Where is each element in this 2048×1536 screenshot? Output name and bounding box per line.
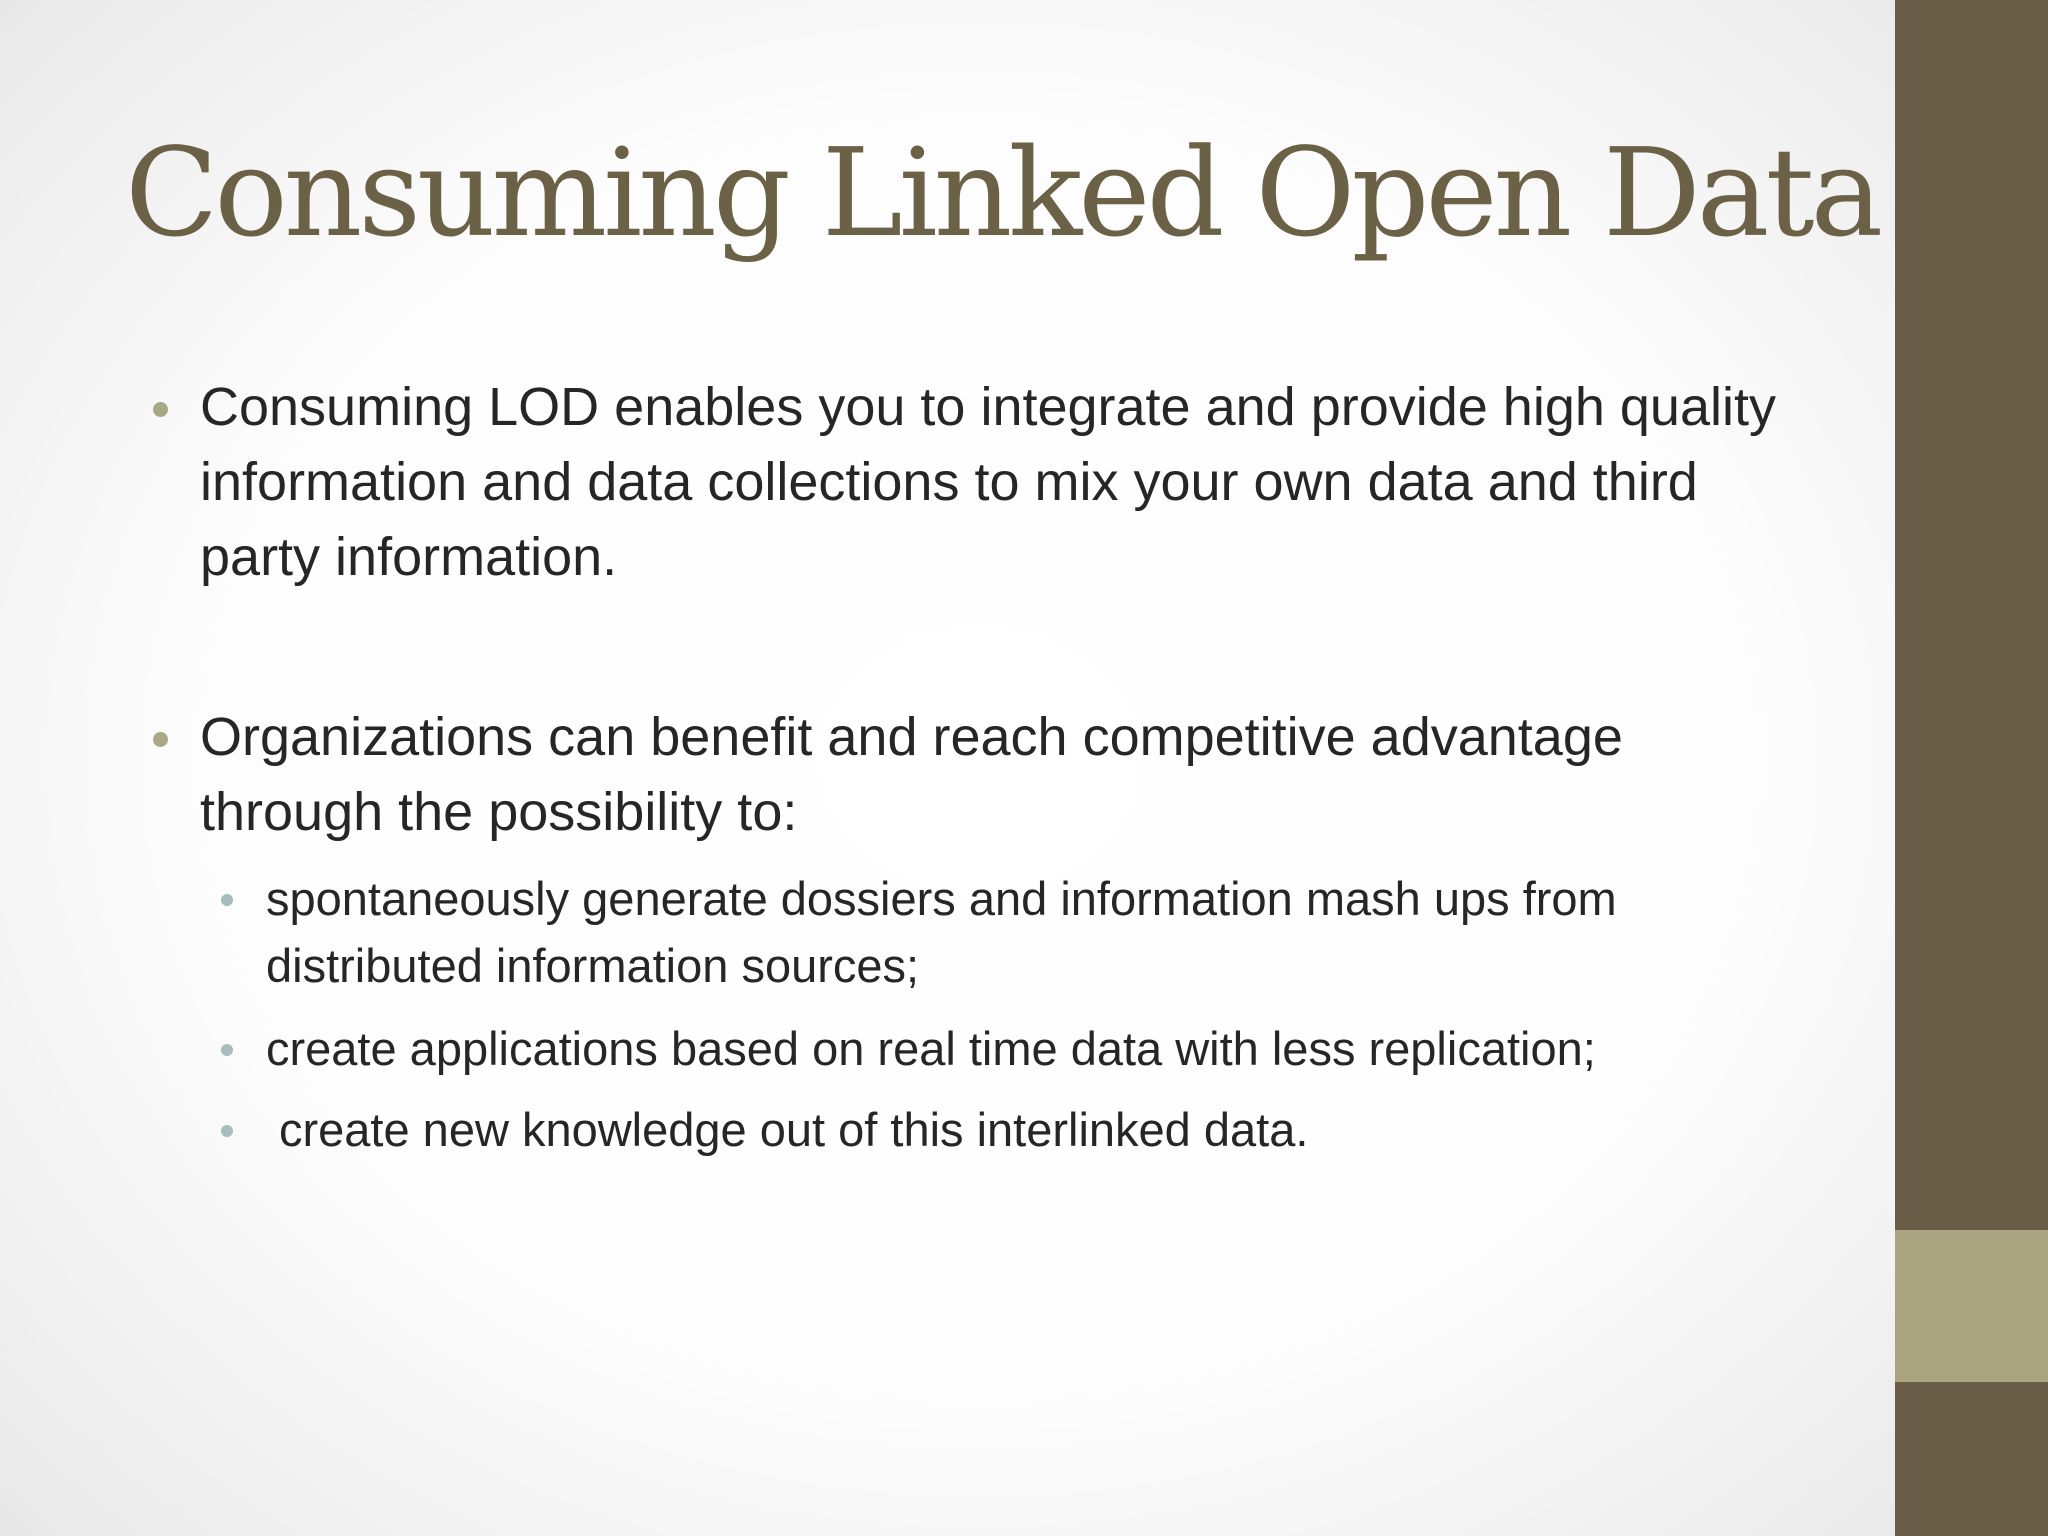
bullet-dot-icon bbox=[153, 732, 168, 747]
sub-bullet-dot-icon bbox=[221, 1044, 233, 1056]
slide-title: Consuming Linked Open Data bbox=[125, 122, 1880, 264]
sub-bullet-item bbox=[266, 865, 1826, 999]
bullet-dot-icon bbox=[153, 402, 168, 417]
bullet-text: Consuming LOD enables you to integrate and provide high quality information and data collections to mix your own data and third party information. bbox=[200, 377, 1776, 587]
bullet-item bbox=[200, 370, 1800, 595]
sub-bullet-dot-icon bbox=[221, 894, 233, 906]
bullet-item bbox=[200, 700, 1800, 850]
side-decoration-accent bbox=[1895, 1230, 2048, 1382]
sub-bullet-text: create applications based on real time data with less replication; bbox=[266, 1022, 1596, 1075]
sub-bullet-item bbox=[266, 1096, 1839, 1163]
sub-bullet-dot-icon bbox=[221, 1125, 233, 1137]
bullet-text: Organizations can benefit and reach competitive advantage through the possibility to: bbox=[200, 707, 1623, 842]
sub-bullet-text: spontaneously generate dossiers and information mash ups from distributed information sources; bbox=[266, 872, 1617, 992]
sub-bullet-text: create new knowledge out of this interlinked data. bbox=[279, 1103, 1309, 1156]
sub-bullet-item bbox=[266, 1015, 1826, 1082]
